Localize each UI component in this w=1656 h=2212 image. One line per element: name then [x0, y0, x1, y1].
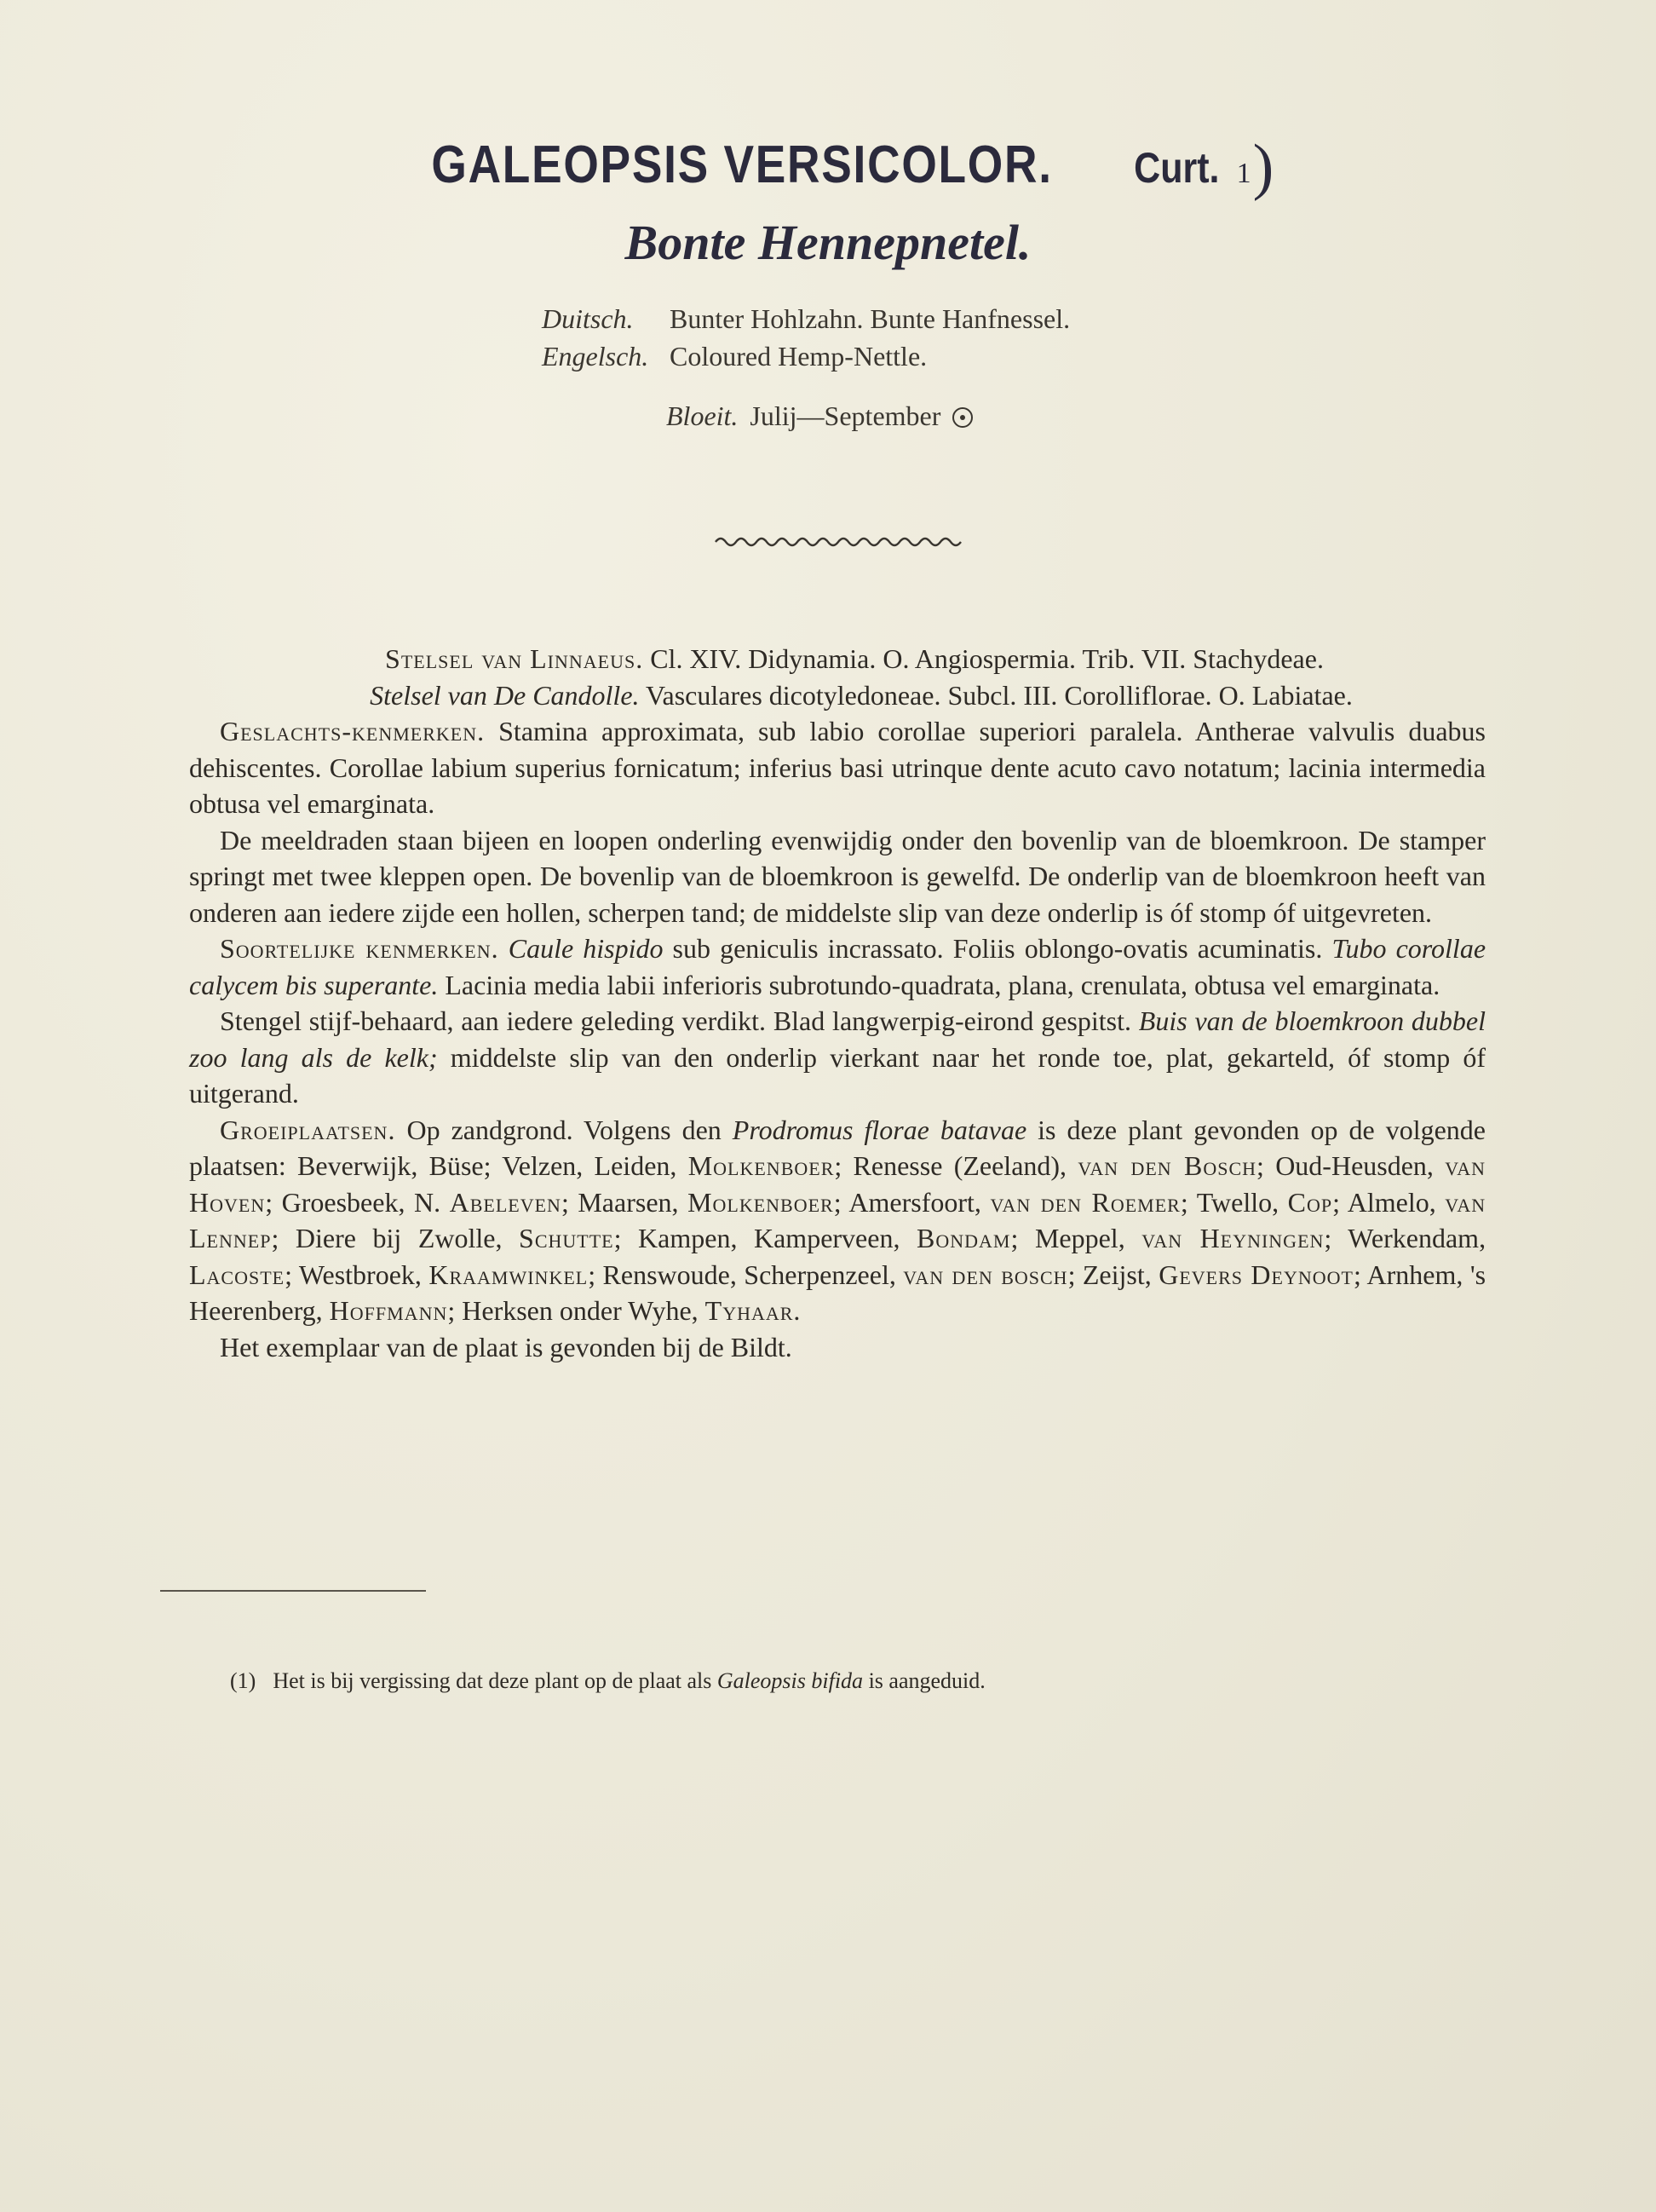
system-linnaeus	[189, 641, 1486, 677]
collector-name: van Lennep	[189, 1186, 1486, 1253]
system-candolle	[189, 677, 1486, 714]
section-text: ; Zeijst,	[1067, 1259, 1152, 1290]
name-value: Coloured Hemp-Nettle.	[670, 341, 928, 372]
collector-name: van Hoven	[189, 1150, 1486, 1218]
section-text: ; Diere bij Zwolle,	[271, 1223, 503, 1253]
title-footnote-ref: 1	[1236, 158, 1253, 189]
collector-name: van Heyningen	[1141, 1223, 1325, 1253]
title-name: GALEOPSIS VERSICOLOR.	[431, 135, 1053, 194]
species-characters-dutch	[189, 1003, 1486, 1112]
section-label: Stelsel van De Candolle.	[370, 679, 640, 711]
species-title	[0, 128, 1656, 208]
section-label: Soortelijke kenmerken.	[220, 933, 499, 964]
italic-text: Prodromus florae batavae	[732, 1114, 1027, 1145]
header	[0, 128, 1656, 274]
footnote-number: (1)	[230, 1668, 256, 1693]
specimen-note: Het exemplaar van de plaat is gevonden bij de Bildt.	[220, 1331, 792, 1362]
name-row-german	[542, 300, 1070, 337]
genus-characters-latin	[189, 713, 1486, 822]
italic-text: Buis van de bloemkroon dubbel zoo lang als de kelk;	[189, 1005, 1486, 1073]
lang-label: Engelsch.	[542, 341, 649, 372]
section-text: ; Herksen onder Wyhe,	[447, 1295, 699, 1326]
collector-name: Molkenboer	[687, 1150, 835, 1181]
collector-name: Gevers Deynoot	[1159, 1259, 1354, 1290]
vernacular-names	[542, 300, 1070, 375]
section-text: is deze plant gevonden op de volgende plaatsen: Beverwijk, Büse; Velzen, Leiden,	[189, 1114, 1486, 1181]
footnote-text: is aangeduid.	[868, 1668, 986, 1693]
section-text: Stamina approximata, sub labio corollae superiori paralela. Antherae valvulis duabus dehiscentes. Corollae labium superius fornicatum; inferius basi utrinque dente acuto cavo notatum; lacinia intermedia obtusa vel emarginata.	[189, 716, 1486, 819]
footnote-divider	[160, 1590, 426, 1592]
section-text: ; Almelo,	[1332, 1186, 1436, 1218]
name-row-english	[542, 337, 1070, 375]
section-text: ; Maarsen,	[561, 1186, 679, 1218]
section-text: Op zandgrond. Volgens den	[406, 1114, 722, 1145]
section-text: ; Arnhem, 's Heerenberg,	[189, 1259, 1486, 1326]
genus-characters-dutch: De meeldraden staan bijeen en loopen onderling evenwijdig onder den bovenlip van de bloemkroon. De stamper springt met twee kleppen open. De bovenlip van de bloemkroon is gewelfd. De onderlip van de bloemkroon heeft van onderen aan iedere zijde een hollen, scherpen tand; de middelste slip van deze onderlip is óf stomp óf uitgevreten.	[189, 824, 1486, 928]
description-body	[189, 641, 1486, 1365]
name-value: Bunter Hohlzahn. Bunte Hanfnessel.	[670, 303, 1071, 334]
collector-name: Schutte	[519, 1223, 614, 1253]
section-text: ; Oud-Heusden,	[1256, 1150, 1434, 1181]
collector-name: Cop	[1287, 1186, 1333, 1218]
italic-text: Caule hispido	[508, 933, 664, 964]
footnote-text: Het is bij vergissing dat deze plant op de plaat als	[273, 1668, 712, 1693]
species-characters-latin	[189, 930, 1486, 1003]
collector-name: Hoffmann	[329, 1295, 448, 1326]
collector-name: Kraamwinkel	[428, 1259, 589, 1290]
section-text: Stengel stijf-behaard, aan iedere geleding verdikt. Blad langwerpig-eirond gespitst.	[220, 1005, 1131, 1036]
section-text: ; Groesbeek, N.	[265, 1186, 441, 1218]
collector-name: Lacoste	[189, 1259, 285, 1290]
title-author: Curt.	[1134, 144, 1220, 192]
section-text: .	[793, 1295, 801, 1326]
section-text: ; Meppel,	[1010, 1223, 1125, 1253]
section-text: ; Westbroek,	[285, 1259, 422, 1290]
collector-name: van den bosch	[903, 1259, 1068, 1290]
section-text: Lacinia media labii inferioris subrotundo-quadrata, plana, crenulata, obtusa vel emarginata.	[445, 969, 1440, 1000]
collector-name: Bondam	[917, 1223, 1011, 1253]
section-label: Stelsel van Linnaeus.	[385, 643, 644, 674]
bloei-value: Julij—September	[750, 400, 941, 431]
flowering-period	[666, 400, 973, 432]
collector-name: Tyhaar	[704, 1295, 794, 1326]
collector-name: van den Roemer	[990, 1186, 1181, 1218]
lang-label: Duitsch.	[542, 303, 634, 334]
section-text: ; Amersfoort,	[833, 1186, 981, 1218]
bloei-label: Bloeit.	[666, 400, 739, 431]
title-footnote-paren: )	[1252, 132, 1276, 202]
dutch-name: Bonte Hennepnetel.	[624, 215, 1032, 270]
footnote	[230, 1668, 986, 1694]
collector-name: van den Bosch	[1078, 1150, 1257, 1181]
section-text: middelste slip van den onderlip vierkant naar het ronde toe, plat, gekarteld, óf stomp óf uitgerand.	[189, 1041, 1486, 1109]
collector-name: Abeleven	[449, 1186, 561, 1218]
section-text: ; Renswoude, Scherpenzeel,	[588, 1259, 896, 1290]
ornament-divider	[714, 535, 969, 549]
section-text: ; Kampen, Kamperveen,	[613, 1223, 900, 1253]
section-text: ; Twello,	[1180, 1186, 1279, 1218]
section-label: Geslachts-kenmerken.	[220, 716, 486, 746]
section-text: Cl. XIV. Didynamia. O. Angiospermia. Trib. VII. Stachydeae.	[650, 643, 1324, 674]
habitats	[189, 1112, 1486, 1329]
annual-symbol-icon	[952, 407, 973, 428]
collector-name: Molkenboer	[687, 1186, 834, 1218]
section-text: ; Renesse (Zeeland),	[834, 1150, 1067, 1181]
footnote-italic: Galeopsis bifida	[716, 1668, 864, 1693]
section-text: ; Werkendam,	[1324, 1223, 1486, 1253]
section-label: Groeiplaatsen.	[220, 1114, 396, 1145]
section-text: Vasculares dicotyledoneae. Subcl. III. Corolliflorae. O. Labiatae.	[645, 679, 1353, 711]
section-text: sub geniculis incrassato. Foliis oblongo-ovatis acuminatis.	[672, 933, 1323, 964]
italic-text: Tubo corollae calycem bis superante.	[189, 933, 1486, 1000]
